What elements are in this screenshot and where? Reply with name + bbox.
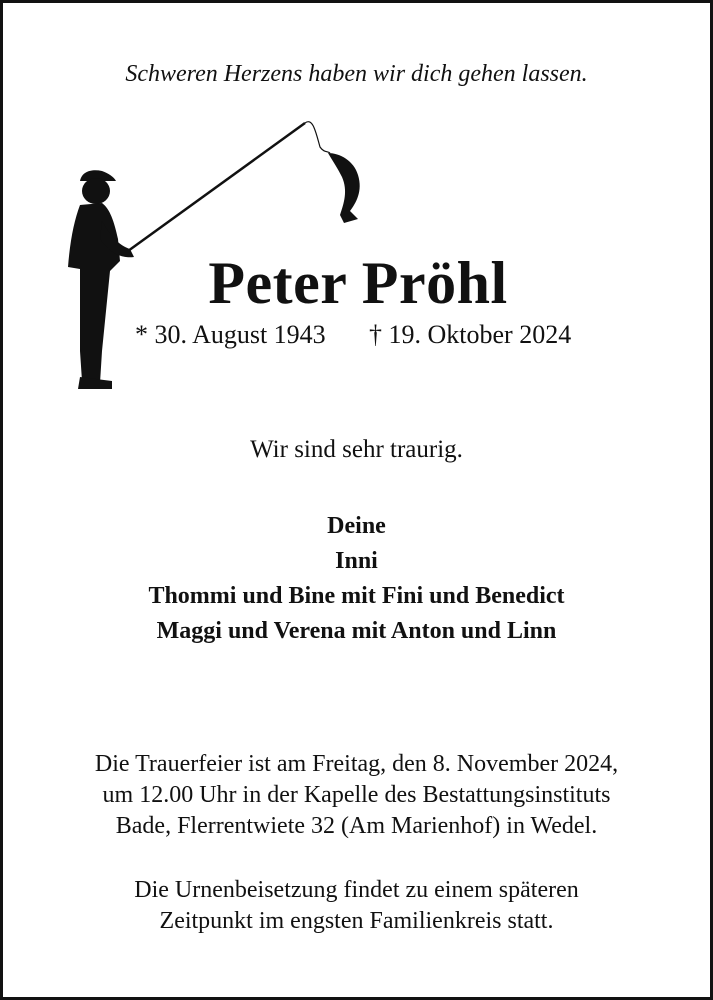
grief-message: Wir sind sehr traurig.: [250, 436, 463, 463]
family-line: Deine: [327, 513, 386, 539]
urn-line: Zeitpunkt im engsten Familienkreis statt.: [159, 908, 554, 934]
funeral-line: um 12.00 Uhr in der Kapelle des Bestattungsinstituts: [102, 782, 611, 808]
death-date: † 19. Oktober 2024: [369, 320, 572, 349]
funeral-line: Bade, Flerrentwiete 32 (Am Marienhof) in Wedel.: [115, 813, 598, 839]
urn-burial-note: [3, 875, 710, 937]
family-signature: [3, 509, 710, 649]
urn-line: Die Urnenbeisetzung findet zu einem späteren: [134, 877, 579, 903]
family-line: Thommi und Bine mit Fini und Benedict: [148, 583, 565, 609]
motto-line: Schweren Herzens haben wir dich gehen lassen.: [125, 61, 588, 87]
funeral-line: Die Trauerfeier ist am Freitag, den 8. November 2024,: [94, 751, 619, 777]
deceased-name: Peter Pröhl: [208, 250, 508, 316]
funeral-details: [3, 749, 710, 842]
family-line: Inni: [335, 548, 378, 574]
birth-date: * 30. August 1943: [135, 320, 326, 349]
family-line: Maggi und Verena mit Anton und Linn: [156, 618, 557, 644]
